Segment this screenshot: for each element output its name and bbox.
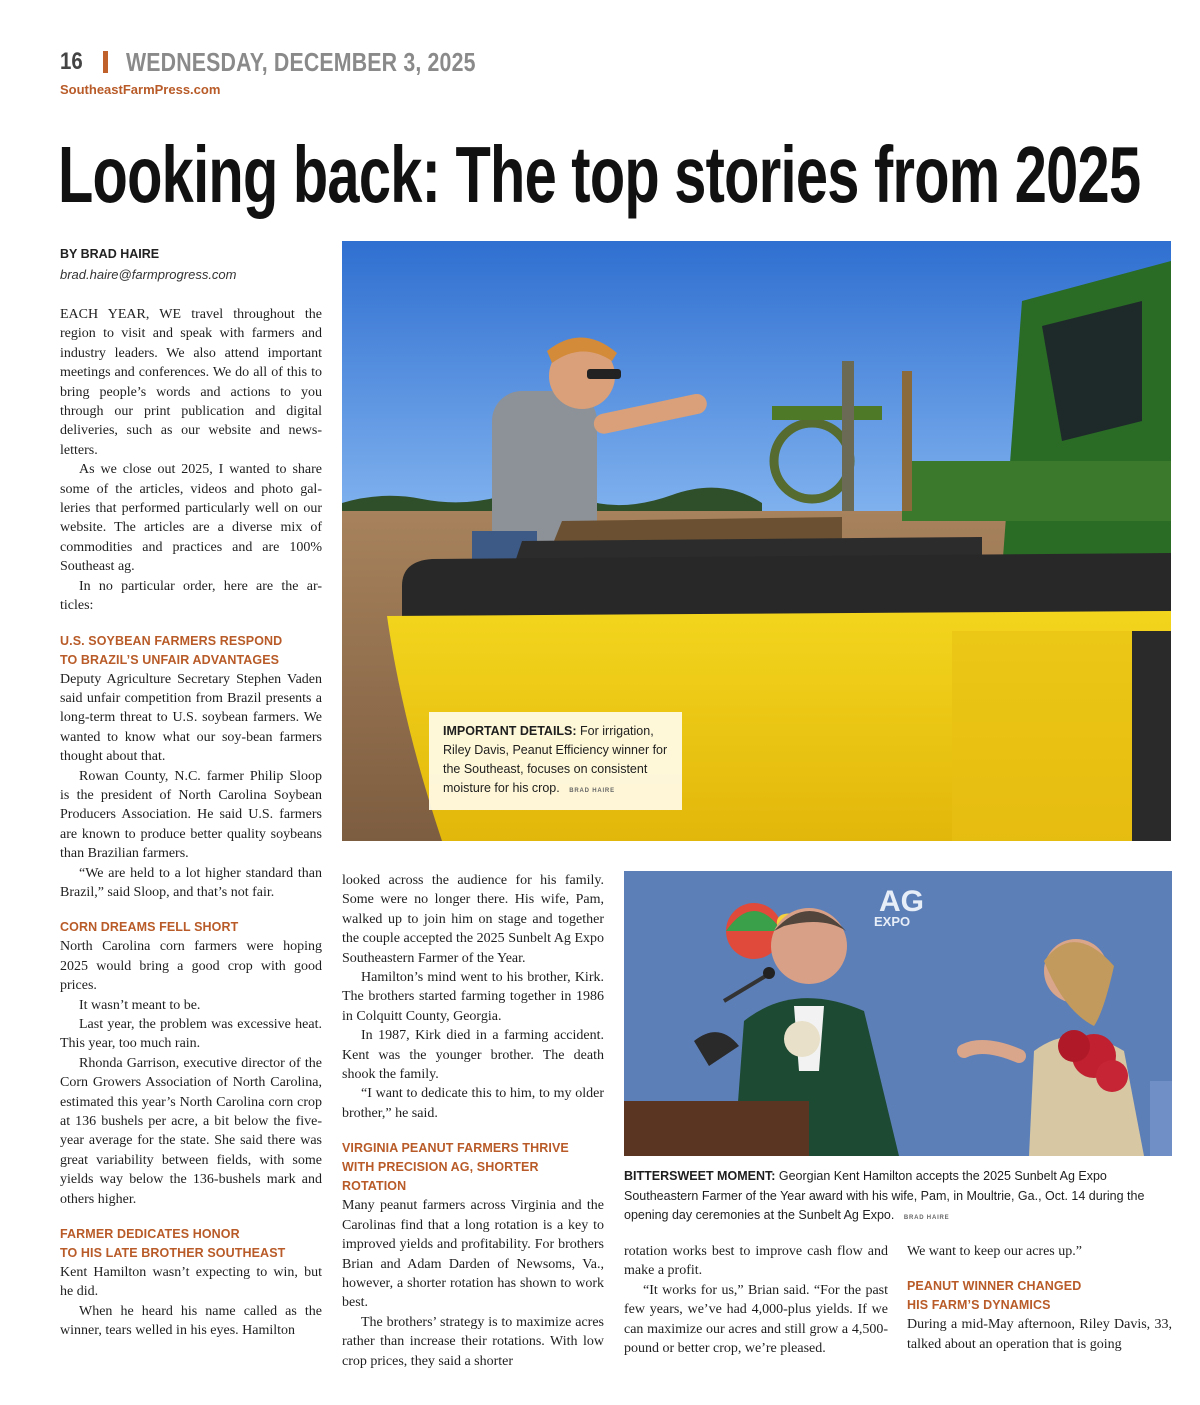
body-paragraph: Rhonda Garrison, executive director of the Corn Growers Association of North Carolina, estimated this year’s North Carolina corn crop at 136 bushels per acre, a bit below the five-year average for the state. She said there was great variability between fields, with some yields way below the 136-bushels mark and others higher. — [60, 1055, 322, 1207]
author-email[interactable]: brad.haire@farmprogress.com — [60, 267, 237, 282]
banner-text-expo: EXPO — [874, 914, 911, 929]
body-paragraph: “We are held to a lot higher standard than Brazil,” said Sloop, and that’s not fair. — [60, 865, 322, 900]
body-paragraph: The brothers’ strategy is to maximize acres rather than increase their rotations. With low crop prices, they said a shorter — [342, 1314, 604, 1369]
caption-text: For irrigation, Riley Davis, Peanut Efficiency winner for the Southeast, focuses on consistent moisture for his crop. — [443, 724, 668, 795]
body-paragraph: We want to keep our acres up.” — [907, 1244, 1082, 1259]
photo-credit: BRAD HAIRE — [903, 1215, 950, 1221]
spacer — [60, 616, 322, 632]
body-paragraph: Hamilton’s mind went to his brother, Kirk. The brothers started farming together in 1986 in Colquitt County, Georgia. — [342, 970, 604, 1024]
caption-text: Georgian Kent Hamilton accepts the 2025 Sunbelt Ag Expo Southeastern Farmer of the Year award with his wife, Pam, in Moultrie, Ga., Oct. 14 during the opening day ceremonies at the Sunbelt Ag Expo. — [624, 1169, 1145, 1222]
body-paragraph: It wasn’t meant to be. — [79, 997, 201, 1013]
column-4 — [907, 1242, 1172, 1354]
body-paragraph: In 1987, Kirk died in a farming accident. Kent was the younger brother. The death shook the family. — [342, 1028, 604, 1083]
body-paragraph: “I want to dedicate this to him, to my older brother,” he said. — [342, 1086, 604, 1121]
byline: BY BRAD HAIRE — [60, 247, 160, 261]
issue-date: WEDNESDAY, DECEMBER 3, 2025 — [125, 46, 476, 77]
body-paragraph: “It works for us,” Brian said. “For the past few years, we’ve had 4,000-plus yields. If we can maximize our acres and still grow a 4,500-pound or better crop, we’re pleased. — [624, 1282, 888, 1357]
photo-award — [624, 871, 1172, 1156]
spacer — [907, 1261, 1172, 1277]
body-paragraph: Last year, the problem was excessive heat. This year, too much rain. — [60, 1017, 322, 1052]
column-2 — [342, 871, 604, 1371]
subhead-peanut-winner: PEANUT WINNER CHANGED HIS FARM’S DYNAMICS — [907, 1279, 1082, 1313]
subhead-virginia-peanut: VIRGINIA PEANUT FARMERS THRIVE WITH PRECISION AG, SHORTER ROTATION — [342, 1141, 569, 1194]
page-folio — [60, 46, 552, 78]
site-url[interactable]: SoutheastFarmPress.com — [60, 82, 221, 97]
award-illustration — [624, 871, 1172, 1156]
caption-lead: BITTERSWEET MOMENT: — [624, 1169, 776, 1183]
body-paragraph: Kent Hamilton wasn’t expecting to win, but he did. — [60, 1265, 322, 1300]
body-paragraph: Rowan County, N.C. farmer Philip Sloop is the president of North Carolina Soybean Producers Association. He said U.S. farmers are known to produce better quality soybeans than Brazilian farmers. — [60, 768, 322, 862]
folio-divider — [103, 51, 108, 73]
column-3 — [624, 1242, 888, 1358]
headline: Looking back: The top stories from 2025 — [58, 130, 1141, 219]
column-1 — [60, 305, 322, 1341]
body-paragraph: looked across the audience for his family. Some were no longer there. His wife, Pam, walked up to join him on stage and together the couple accepted the 2025 Sunbelt Ag Expo Southeastern Farmer of the Year. — [342, 873, 604, 966]
spacer — [60, 902, 322, 918]
subhead-soybean: U.S. SOYBEAN FARMERS RESPOND TO BRAZIL’S UNFAIR ADVANTAGES — [60, 633, 283, 667]
spacer — [342, 1123, 604, 1139]
body-paragraph: rotation works best to improve cash flow and make a profit. — [624, 1244, 888, 1279]
caption-lead: IMPORTANT DETAILS: — [443, 724, 577, 738]
body-paragraph: Deputy Agriculture Secretary Stephen Vaden said unfair competition from Brazil presents a long-term threat to U.S. soybean farmers. We wanted to know what our soy-bean farmers thought about that. — [60, 671, 322, 765]
body-paragraph: North Carolina corn farmers were hoping 2025 would bring a good crop with good prices. — [60, 939, 322, 994]
photo-credit: BRAD HAIRE — [569, 788, 615, 794]
intro-paragraph: In no particular order, here are the ar-ticles: — [60, 578, 322, 614]
subhead-corn: CORN DREAMS FELL SHORT — [60, 920, 239, 935]
body-paragraph: During a mid-May afternoon, Riley Davis, 33, talked about an operation that is going — [907, 1317, 1172, 1352]
photo-award-caption — [624, 1167, 1176, 1229]
photo-planter-caption — [429, 712, 682, 810]
page-number: 16 — [60, 48, 83, 75]
intro-paragraph: As we close out 2025, I wanted to share some of the articles, videos and photo gal-leries that performed particularly well on our website. The articles are a diverse mix of commodities and practices and are 100% Southeast ag. — [60, 462, 322, 575]
subhead-hamilton: FARMER DEDICATES HONOR TO HIS LATE BROTHER SOUTHEAST — [60, 1227, 286, 1261]
intro-paragraph: EACH YEAR, WE travel throughout the region to visit and speak with farmers and industry leaders. We also attend important meetings and conferences. We do all of this to bring people’s words and actions to you through our print publication and digital deliveries, such as our website and news-letters. — [60, 307, 322, 458]
banner-text-ag: AG — [879, 885, 924, 918]
spacer — [60, 1209, 322, 1225]
body-paragraph: When he heard his name called as the winner, tears welled in his eyes. Hamilton — [60, 1303, 322, 1339]
body-paragraph: Many peanut farmers across Virginia and the Carolinas find that a long rotation is a key to improved yields and profitability. For brothers Brian and Adam Darden of Newsoms, Va., however, a shorter rotation has shown to work best. — [342, 1198, 604, 1311]
